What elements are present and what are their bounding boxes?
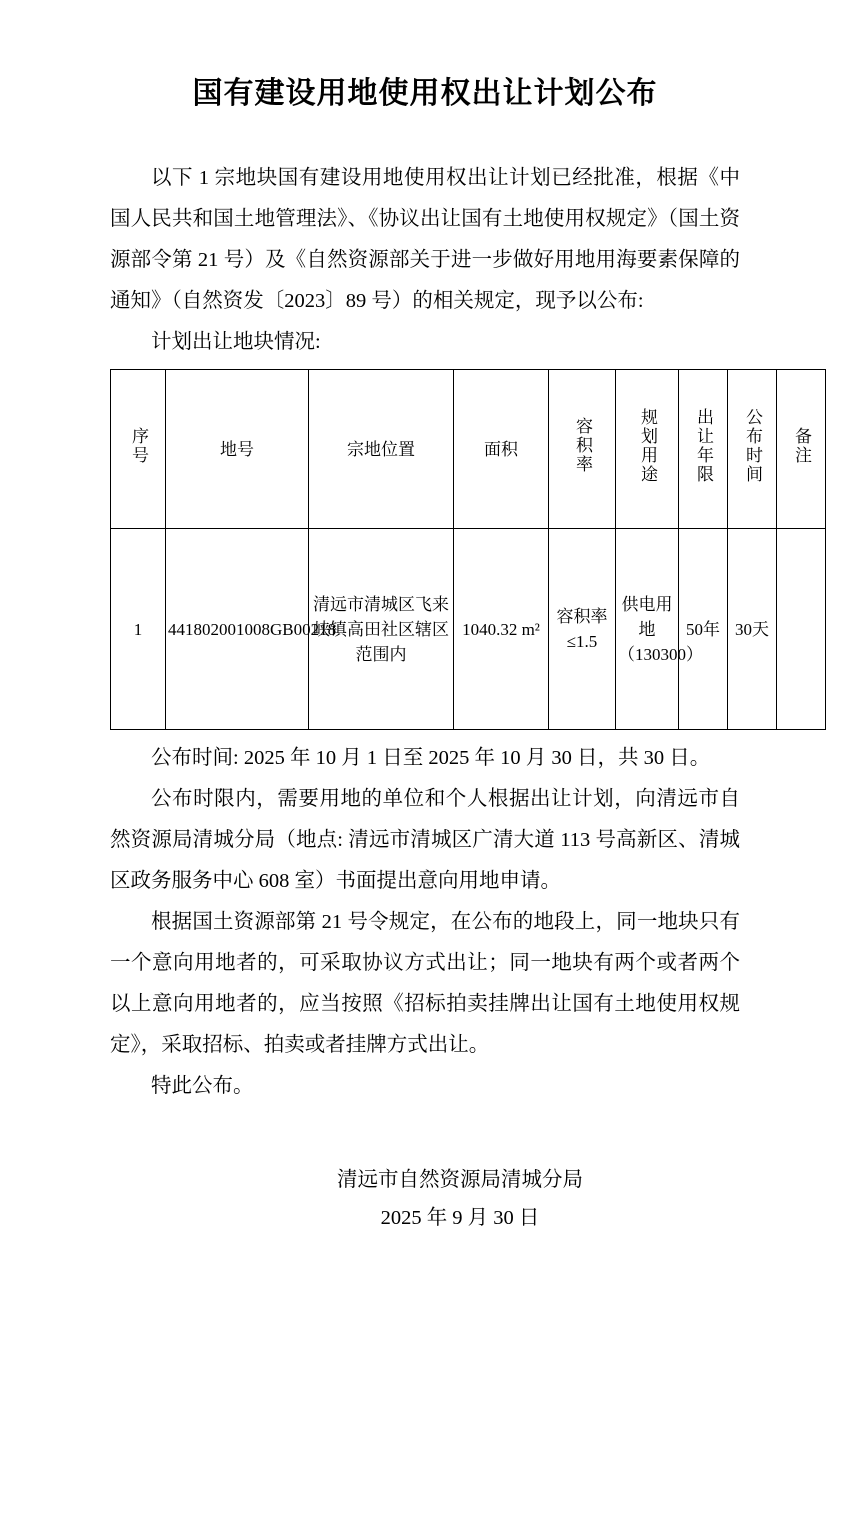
cell-area: 1040.32 m² <box>454 529 549 730</box>
table-header-row <box>111 370 826 529</box>
cell-remarks <box>777 529 826 730</box>
th-remarks-label: 备注 <box>792 426 811 465</box>
regulation-paragraph: 根据国土资源部第 21 号令规定，在公布的地段上，同一地块只有一个意向用地者的，可采取协议方式出让；同一地块有两个或者两个以上意向用地者的，应当按照《招标拍卖挂牌出让国有土地使用权规定》，采取招标、拍卖或者挂牌方式出让。 <box>110 911 740 1056</box>
land-parcel-table <box>110 369 826 730</box>
table-intro-label: 计划出让地块情况: <box>151 331 321 353</box>
cell-land-number: 441802001008GB00218 <box>166 529 309 730</box>
signature-organization: 清远市自然资源局清城分局 <box>337 1169 583 1191</box>
cell-publish-time: 30天 <box>728 529 777 730</box>
signature-block <box>110 1161 740 1237</box>
th-serial <box>111 370 166 529</box>
page-title: 国有建设用地使用权出让计划公布 <box>192 77 658 110</box>
th-planned-use <box>616 370 679 529</box>
cell-plot-ratio: 容积率≤1.5 <box>549 529 616 730</box>
cell-location: 清远市清城区飞来峡镇高田社区辖区范围内 <box>309 529 454 730</box>
th-transfer-years <box>679 370 728 529</box>
th-plot-ratio <box>549 370 616 529</box>
after-table-text <box>110 738 740 1107</box>
signature-date: 2025 年 9 月 30 日 <box>380 1207 540 1229</box>
th-planned-use-label: 规划用途 <box>638 407 657 484</box>
th-location <box>309 370 454 529</box>
th-location-label: 宗地位置 <box>347 439 415 459</box>
th-serial-label: 序号 <box>129 426 148 465</box>
document-page <box>0 68 850 1540</box>
cell-transfer-years: 50年 <box>679 529 728 730</box>
th-land-number-label: 地号 <box>220 439 254 459</box>
intro-paragraph: 以下 1 宗地块国有建设用地使用权出让计划已经批准，根据《中国人民共和国土地管理法》、《协议出让国有土地使用权规定》（国土资源部令第 21 号）及《自然资源部关于进一步做好用地用海要素保障的通知》（自然资发〔2023〕89 号）的相关规定，现予以公布: <box>110 167 740 312</box>
closing-paragraph: 特此公布。 <box>151 1075 254 1097</box>
cell-serial: 1 <box>111 529 166 730</box>
table-row <box>111 529 826 730</box>
th-transfer-years-label: 出让年限 <box>694 407 713 484</box>
table-header <box>111 370 826 529</box>
application-paragraph: 公布时限内，需要用地的单位和个人根据出让计划，向清远市自然资源局清城分局（地点: 清远市清城区广清大道 113 号高新区、清城区政务服务中心 608 室）书面提出意向用地申请。 <box>110 788 740 892</box>
table-body <box>111 529 826 730</box>
th-remarks <box>777 370 826 529</box>
th-area-label: 面积 <box>484 439 518 459</box>
publish-period-paragraph: 公布时间: 2025 年 10 月 1 日至 2025 年 10 月 30 日，共 30 日。 <box>151 747 711 769</box>
cell-planned-use: 供电用地（130300） <box>616 529 679 730</box>
th-publish-time <box>728 370 777 529</box>
document-body <box>110 158 811 1237</box>
th-area <box>454 370 549 529</box>
th-land-number <box>166 370 309 529</box>
th-publish-time-label: 公布时间 <box>743 407 762 484</box>
th-plot-ratio-label: 容积率 <box>573 417 592 474</box>
